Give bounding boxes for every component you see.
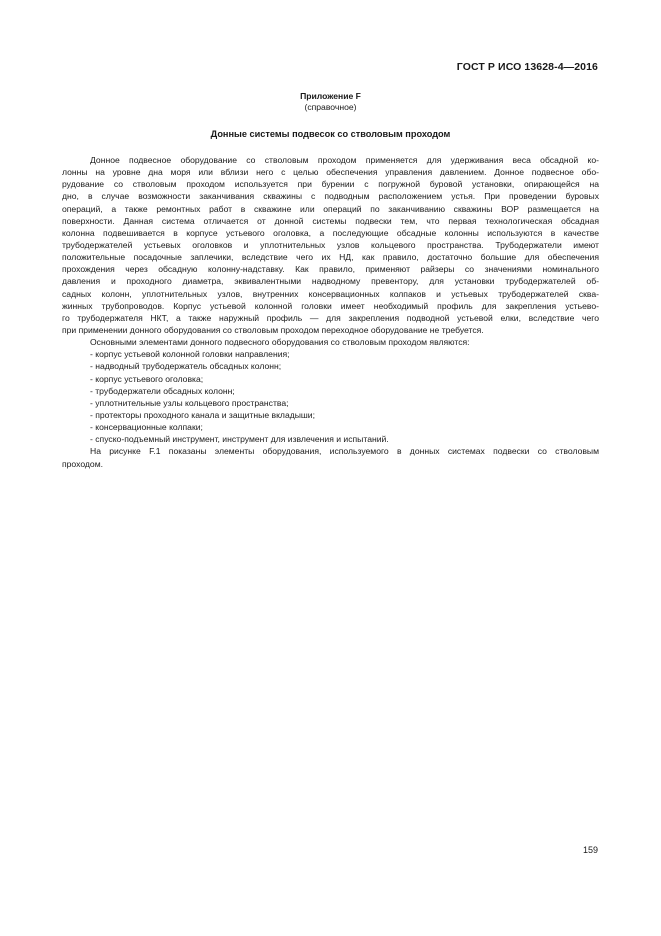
text-line: трубодержателей устьевых оголовков и уплотнительных узлов кольцевого пространства. Трубодержатели имеют [62, 239, 599, 250]
list-item: - спуско-подъемный инструмент, инструмент для извлечения и испытаний. [90, 434, 389, 445]
text-line: проходом. [62, 458, 103, 469]
text-line: жинных трубопроводов. Корпус устьевой колонной головки имеет необходимый профиль для закрепления устьево- [62, 300, 599, 311]
paragraph-equipment-description [62, 154, 599, 336]
text-line: Донное подвесное оборудование со стволовым проходом применяется для удерживания веса обсадной ко- [90, 155, 599, 165]
list-item: - трубодержатели обсадных колонн; [90, 385, 235, 396]
paragraph-figure-reference [62, 445, 599, 469]
text-line: колонна подвешивается в корпусе устьевого оголовка, а последующие обсадные колонны используются в качестве [62, 227, 599, 238]
list-item: - уплотнительные узлы кольцевого пространства; [90, 397, 289, 408]
text-line: На рисунке F.1 показаны элементы оборудования, используемого в донных системах подвески со стволовым [90, 446, 599, 457]
body-text [62, 154, 599, 470]
paragraph-main-elements [62, 336, 599, 445]
text-line: прохождения через обсадную колонну-надставку. Как правило, применяют райзеры со значениями номинального [62, 264, 599, 275]
text-line: лонны на уровне дна моря или вблизи него с целью обеспечения управления давлением. Донное подвесное обо- [62, 167, 599, 178]
text-line: положительные посадочные заплечики, вследствие чего их НД, как правило, достаточно большие для обеспечения [62, 252, 599, 263]
text-line: садных колонн, уплотнительных узлов, внутренних консервационных колпаков и устьевых трубодержателей сква- [62, 288, 599, 299]
list-item: - корпус устьевой колонной головки направления; [90, 349, 290, 360]
text-line: операций, а также ремонтных работ в скважине или операций по заканчиванию скважины ВОР размещается на [62, 203, 599, 214]
text-line: го трубодержателя НКТ, а также наружный профиль — для закрепления подводной устьевой елки, вследствие чего [62, 312, 599, 323]
text-line: дно, в случае возможности заканчивания скважины с подводным расположением устья. При проведении буровых [62, 191, 599, 202]
text-line: рудование со стволовым проходом используется при бурении с погружной буровой установки, опирающейся на [62, 179, 599, 190]
list-intro: Основными элементами донного подвесного оборудования со стволовым проходом являются: [90, 337, 470, 348]
annex-heading [0, 91, 661, 113]
text-line: давления и проходного диаметра, эквивалентными надводному превентору, для установки трубодержателей об- [62, 276, 599, 287]
list-item: - надводный трубодержатель обсадных колонн; [90, 361, 282, 372]
list-item: - корпус устьевого оголовка; [90, 373, 204, 384]
annex-subtitle: (справочное) [304, 102, 357, 112]
section-title: Донные системы подвесок со стволовым проходом [210, 129, 451, 139]
annex-title: Приложение F [300, 91, 361, 101]
page-number: 159 [582, 845, 598, 855]
list-item: - консервационные колпаки; [90, 422, 203, 433]
list-item: - протекторы проходного канала и защитные вкладыши; [90, 409, 315, 420]
document-code-header: ГОСТ Р ИСО 13628-4—2016 [456, 61, 598, 73]
text-line: поверхности. Данная система отличается от донной системы подвески тем, что первая технологическая обсадная [62, 215, 599, 226]
text-line: при применении донного оборудования со стволовым проходом переходное оборудование не требуется. [62, 324, 484, 335]
